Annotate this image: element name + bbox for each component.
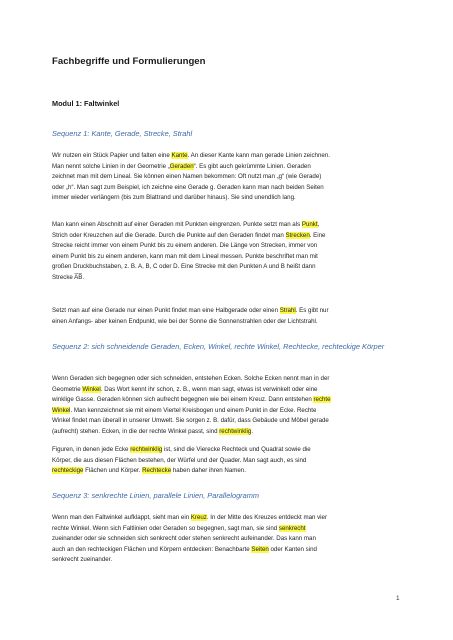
text-run: zueinander oder sie schneiden sich senkrecht oder stehen senkrecht aufeinander. Das kann man — [52, 535, 316, 543]
text-line — [52, 241, 404, 252]
paragraph-2 — [52, 220, 404, 283]
text-line — [52, 183, 404, 194]
text-run: einen Anfangs- aber keinen Endpunkt, wie bei der Sonne die Sonnenstrahlen oder der Lichtstrahl. — [52, 317, 318, 325]
text-run: Geometrie — [52, 385, 83, 393]
text-line — [52, 534, 404, 545]
text-run: ist, sind die Vierecke Rechteck und Quadrat sowie die — [162, 446, 311, 453]
text-run: Man nennt solche Linien in der Geometrie „ — [52, 162, 170, 170]
text-line — [52, 193, 404, 204]
text-run: senkrecht zueinander. — [52, 556, 113, 564]
highlighted-term: Seiten — [251, 545, 269, 553]
paragraph-5 — [52, 445, 404, 477]
text-line — [52, 456, 404, 467]
text-run: . Das Wort kennt ihr schon, z. B., wenn man sagt, etwas ist verwinkelt oder eine — [100, 385, 318, 393]
text-line — [52, 385, 404, 396]
text-line — [52, 162, 404, 173]
text-run: . An dieser Kante kann man gerade Linien zeichnen. — [187, 152, 330, 159]
text-run: . Es gibt nur — [295, 307, 329, 314]
text-run: großen Druckbuchstaben, z. B. A, B, C oder D. Eine Strecke mit den Punkten A und B heißt dann — [52, 263, 316, 271]
text-line — [52, 220, 404, 231]
highlighted-term: rechte — [313, 396, 331, 404]
text-line — [52, 427, 404, 438]
text-run: immer wieder verlängern (bis zum Blattrand und darüber hinaus). Sie sind unendlich lang. — [52, 194, 296, 202]
text-line — [52, 395, 404, 406]
highlighted-term: senkrecht — [278, 524, 306, 532]
text-run: rechte Winkel. Wenn sich Faltlinien oder Geraden so begegnen, sagt man, sie sind — [52, 524, 279, 532]
text-run: Figuren, in denen jede Ecke — [52, 446, 131, 453]
text-line — [52, 445, 404, 456]
text-run: Wenn man den Faltwinkel aufklappt, sieht man ein — [52, 514, 191, 521]
text-line — [52, 513, 404, 524]
text-run: Man kann einen Abschnitt auf einer Geraden mit Punkten eingrenzen. Punkte setzt man als — [52, 221, 302, 228]
paragraph-6 — [52, 513, 404, 566]
text-line — [52, 416, 404, 427]
text-line — [52, 172, 404, 183]
text-line — [52, 306, 404, 317]
paragraph-3 — [52, 306, 404, 327]
text-run: Setzt man auf eine Gerade nur einen Punkt findet man eine Halbgerade oder einen — [52, 307, 280, 314]
text-run: winklige Gasse. Geraden können sich aufrecht begegnen wie bei einem Kreuz. Dann entstehen — [52, 396, 314, 404]
text-run: , — [317, 221, 320, 228]
highlighted-term: rechteckige — [52, 467, 84, 475]
text-run: zeichnet man mit dem Lineal. Sie können einen Namen bekommen: Oft nutzt man „g“ (wie Gerade) — [52, 173, 322, 181]
text-line — [52, 466, 404, 477]
paragraph-1 — [52, 151, 404, 204]
highlighted-term: Strecken — [285, 231, 310, 239]
text-line — [52, 317, 404, 328]
text-run: (aufrecht) stehen. Ecken, in die der rechte Winkel passt, sind — [52, 427, 220, 435]
page-number: 1 — [396, 595, 400, 602]
highlighted-term: rechtwinklig — [130, 446, 163, 453]
text-line — [52, 406, 404, 417]
text-run: Wenn Geraden sich begegnen oder sich schneiden, entstehen Ecken. Solche Ecken nennt man in der — [52, 375, 330, 382]
page-title: Fachbegriffe und Formulierungen — [52, 56, 206, 67]
text-line — [52, 231, 404, 242]
text-run: . — [251, 427, 254, 435]
text-run: oder „h“. Man sagt zum Beispiel, ich zeichne eine Gerade g. Geraden kann man nach beiden Seiten — [52, 183, 324, 191]
highlighted-term: Punkt — [301, 221, 318, 228]
highlighted-term: Strahl — [279, 307, 296, 314]
text-run: auch an den rechteckigen Flächen und Körpern entdecken: Benachbarte — [52, 545, 252, 553]
text-line — [52, 545, 404, 556]
text-run: . In der Mitte des Kreuzes entdeckt man vier — [206, 514, 327, 521]
text-run: Flächen und Körper. — [83, 467, 143, 475]
text-run: haben daher ihren Namen. — [171, 467, 246, 475]
highlighted-term: Geraden — [169, 162, 194, 170]
highlighted-term: Rechtecke — [142, 467, 172, 475]
highlighted-term: Kante — [171, 152, 188, 159]
text-run: Strecke A̅B̅. — [52, 273, 85, 281]
text-line — [52, 252, 404, 263]
text-line — [52, 262, 404, 273]
text-line — [52, 524, 404, 535]
sequence-heading-1: Sequenz 1: Kante, Gerade, Strecke, Strahl — [52, 129, 193, 138]
highlighted-term: Kreuz — [190, 514, 207, 521]
text-line — [52, 273, 404, 284]
text-run: . Eine — [309, 231, 326, 239]
text-run: einem Punkt bis zu einem anderen, kann man mit dem Lineal messen. Punkte beschriftet man mit — [52, 252, 318, 260]
text-run: . Man kennzeichnet sie mit einem Viertel Kreisbogen und einem Punkt in der Ecke. Rechte — [70, 406, 317, 414]
module-heading: Modul 1: Faltwinkel — [52, 99, 120, 108]
paragraph-4 — [52, 374, 404, 437]
highlighted-term: Winkel — [52, 406, 71, 414]
text-run: oder Kanten sind — [268, 545, 317, 553]
text-run: Strich oder Kreuzchen auf die Gerade. Durch die Punkte auf den Geraden findet man — [52, 231, 286, 239]
text-line — [52, 374, 404, 385]
text-run: Strecke reicht immer von einem Punkt bis zu einem anderen. Die Länge von Strecken, immer von — [52, 242, 318, 250]
text-line — [52, 555, 404, 566]
sequence-heading-3: Sequenz 3: senkrechte Linien, parallele Linien, Parallelogramm — [52, 491, 260, 500]
highlighted-term: Winkel — [82, 385, 101, 393]
highlighted-term: rechtwinklig — [219, 427, 252, 435]
text-line — [52, 151, 404, 162]
text-run: Körper, die aus diesen Flächen bestehen, der Würfel und der Quader. Man sagt auch, es sind — [52, 456, 307, 464]
sequence-heading-2: Sequenz 2: sich schneidende Geraden, Ecken, Winkel, rechte Winkel, Rechtecke, rechteckige Körper — [52, 342, 385, 351]
text-run: “. Es gibt auch gekrümmte Linien. Geraden — [193, 162, 311, 170]
text-run: Wir nutzen ein Stück Papier und falten eine — [52, 152, 172, 159]
text-run: Winkel findet man überall in unserer Umwelt. Sie sorgen z. B. dafür, dass Gebäude und Möbel gerade — [52, 417, 329, 425]
